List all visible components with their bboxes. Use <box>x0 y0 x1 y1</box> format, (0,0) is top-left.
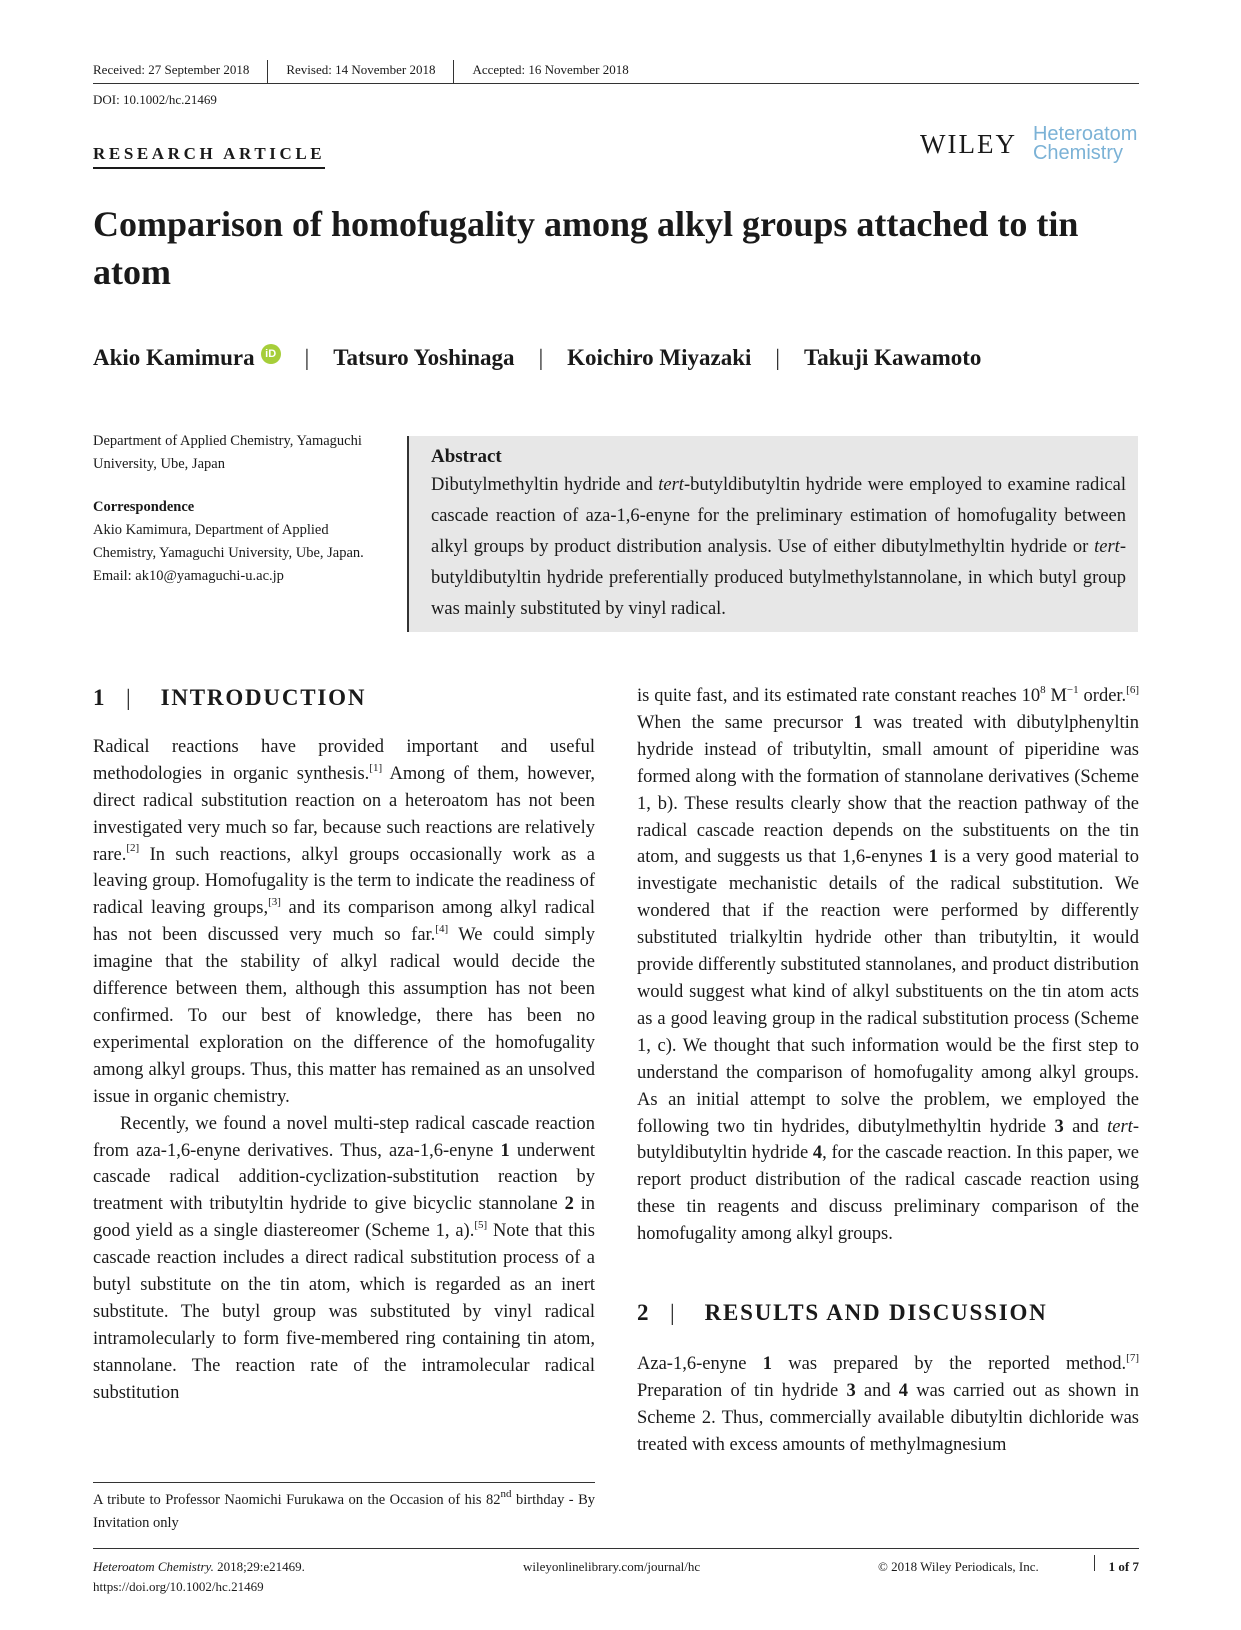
author-name: Akio Kamimura <box>93 345 255 370</box>
section-heading-introduction: 1 | INTRODUCTION <box>93 685 367 710</box>
intro-paragraph-2-continued: is quite fast, and its estimated rate constant reaches $10^8$ $M^{-1}$ order.[6] When the same precursor 1 was treated with dibutylphenyltin hydride instead of tributyltin, small amount of piperidine was formed along with the formation of stannolane derivatives (Scheme 1, b). These results clearly show that the reaction pathway of the radical cascade reaction depends on the substituents on the tin atom, and suggests us that 1,6-enynes 1 is a very good material to investigate mechanistic details of the radical substitution. We wondered that if the reaction were performed by differently substituted trialkyltin hydride other than tributyltin, it would provide differently substituted stannolanes, and product distribution would suggest what kind of alkyl substituents on the tin atom acts as a good leaving group in the radical substitution process (Scheme 1, c). We thought that such information would be the first step to understand the comparison of homofugality among alkyl groups. As an initial attempt to solve the problem, we employed the following two tin hydrides, dibutylmethyltin hydride 3 and tert-butyldibutyltin hydride 4, for the cascade reaction. In this paper, we report product distribution of the radical cascade reaction using these tin reagents and discuss preliminary comparison of the homofugality among alkyl groups. <box>637 683 1140 1245</box>
article-title: Comparison of homofugality among alkyl groups attached to tin atom <box>93 204 1079 292</box>
accepted-date: Accepted: 16 November 2018 <box>472 62 629 77</box>
abstract-text: Dibutylmethyltin hydride and tert-butyldibutyltin hydride were employed to examine radical cascade reaction of aza-1,6-enyne for the preliminary estimation of homofugality between alkyl groups by product distribution analysis. Use of either dibutylmethyltin hydride or tert-butyldibutyltin hydride preferentially produced butylmethylstannolane, in which butyl group was mainly substituted by vinyl radical. <box>431 475 1126 619</box>
journal-logo <box>1033 125 1138 163</box>
author-name: Takuji Kawamoto <box>803 345 982 370</box>
divider <box>453 60 454 84</box>
divider <box>1094 1555 1095 1571</box>
department: Department of Applied Chemistry, Yamaguchi University, Ube, Japan <box>93 433 362 472</box>
intro-paragraph-2: Recently, we found a novel multi-step radical cascade reaction from aza-1,6-enyne derivatives. Thus, aza-1,6-enyne 1 underwent cascade radical addition-cyclization-substitution reaction by treatment with tributyltin hydride to give bicyclic stannolane 2 in good yield as a single diastereomer (Scheme 1, a).[5] Note that this cascade reaction includes a direct radical substitution process of a butyl substitute on the tin atom, which is regarded as an inert substitute. The butyl group was substituted by vinyl radical intramolecularly to form five-membered ring containing tin atom, stannolane. The reaction rate of the intramolecular radical substitution <box>93 1113 596 1403</box>
results-paragraph-1: Aza-1,6-enyne 1 was prepared by the reported method.[7] Preparation of tin hydride 3 and 4 was carried out as shown in Scheme 2. Thus, commercially available dibutyltin dichloride was treated with excess amounts of methylmagnesium <box>637 1351 1139 1455</box>
left-column <box>93 685 595 1407</box>
section-heading-results: 2 | RESULTS AND DISCUSSION <box>637 1300 1048 1326</box>
author-list: Akio Kamimura iD | Tatsuro Yoshinaga | Koichiro Miyazaki | Takuji Kawamoto <box>93 345 982 370</box>
affiliation-block <box>93 430 383 588</box>
publisher-logo <box>920 125 1137 163</box>
abstract-box <box>407 436 1138 632</box>
doi: DOI: 10.1002/hc.21469 <box>93 92 217 107</box>
divider <box>267 60 268 84</box>
journal-logo-line2: Chemistry <box>1032 142 1123 164</box>
email[interactable]: Email: ak10@yamaguchi-u.ac.jp <box>93 568 284 584</box>
received-date: Received: 27 September 2018 <box>93 62 250 77</box>
journal-logo-line1: Heteroatom <box>1032 123 1138 145</box>
footer-citation: Heteroatom Chemistry. 2018;29:e21469. https://doi.org/10.1002/hc.21469 <box>93 1559 305 1594</box>
correspondence-address: Akio Kamimura, Department of Applied Chemistry, Yamaguchi University, Ube, Japan. <box>93 522 364 561</box>
footer-doi-link[interactable]: https://doi.org/10.1002/hc.21469 <box>93 1579 264 1594</box>
publication-dates <box>93 60 1139 84</box>
abstract-heading: Abstract <box>431 446 502 467</box>
author-name: Tatsuro Yoshinaga <box>333 345 515 370</box>
right-column <box>637 683 1139 1459</box>
intro-paragraph-1: Radical reactions have provided important and useful methodologies in organic synthesis.[1] Among of them, however, direct radical substitution reaction on a heteroatom has not been investigated very much so far, because such reactions are relatively rare.[2] In such reactions, alkyl groups occasionally work as a leaving group. Homofugality is the term to indicate the readiness of radical leaving groups,[3] and its comparison among alkyl radical has not been discussed very much so far.[4] We could simply imagine that the stability of alkyl radical would decide the difference between them, although this assumption has not been confirmed. To our best of knowledge, there has been no experimental exploration on the difference of the homofugality among alkyl groups. Thus, this matter has remained as an unsolved issue in organic chemistry. <box>93 736 596 1107</box>
footnote: A tribute to Professor Naomichi Furukawa on the Occasion of his 82nd birthday - By Invitation only <box>93 1482 595 1535</box>
page-footer <box>93 1548 1139 1594</box>
author-name: Koichiro Miyazaki <box>567 345 752 370</box>
footer-website-link[interactable]: wileyonlinelibrary.com/journal/hc <box>523 1559 701 1574</box>
page-number: 1 of 7 <box>1108 1559 1139 1574</box>
wiley-wordmark: WILEY <box>920 128 1017 159</box>
orcid-icon[interactable]: iD <box>261 344 281 364</box>
footer-copyright: © 2018 Wiley Periodicals, Inc. <box>878 1559 1039 1574</box>
correspondence-heading: Correspondence <box>93 499 195 515</box>
revised-date: Revised: 14 November 2018 <box>286 62 436 77</box>
article-type-label: RESEARCH ARTICLE <box>93 144 325 169</box>
